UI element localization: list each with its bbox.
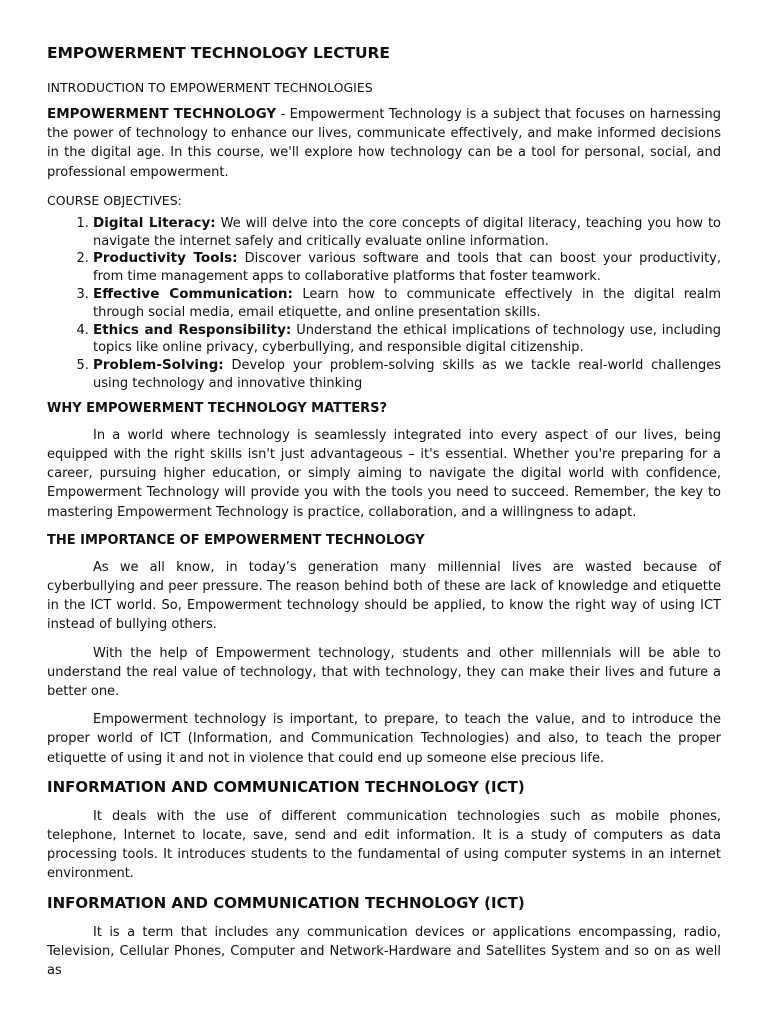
importance-paragraph: With the help of Empowerment technology, students and other millennials will be able to understand the real value of technology, that with technology, they can make their lives and future a better one. <box>47 645 721 700</box>
importance-paragraph: As we all know, in today’s generation many millennial lives are wasted because of cyberbullying and peer pressure. The reason behind both of these are lack of knowledge and etiquette in the ICT world. So, Empowerment technology should be applied, to know the right way of using ICT instead of bullying others. <box>47 559 721 633</box>
objective-item <box>93 286 721 322</box>
ict-paragraph: It deals with the use of different communication technologies such as mobile phones, telephone, Internet to locate, save, send and edit information. It is a study of computers as data processing tools. It introduces students to the fundamental of using computer systems in an internet environment. <box>47 808 721 882</box>
objective-text: Understand the ethical implications of technology use, including topics like online privacy, cyberbullying, and responsible digital citizenship. <box>93 322 721 356</box>
document-title: EMPOWERMENT TECHNOLOGY LECTURE <box>47 44 390 62</box>
objective-name: Ethics and Responsibility: <box>93 321 292 338</box>
ict-heading: INFORMATION AND COMMUNICATION TECHNOLOGY (ICT) <box>47 893 525 912</box>
why-heading: WHY EMPOWERMENT TECHNOLOGY MATTERS? <box>47 400 387 416</box>
objective-name: Problem-Solving: <box>93 357 224 374</box>
ict-heading: INFORMATION AND COMMUNICATION TECHNOLOGY (ICT) <box>47 777 525 796</box>
objective-name: Effective Communication: <box>93 286 293 302</box>
intro-paragraph <box>47 105 721 182</box>
why-paragraph: In a world where technology is seamlessly integrated into every aspect of our lives, being equipped with the right skills isn't just advantageous – it's essential. Whether you're preparing for a career, pursuing higher education, or simply aiming to navigate the digital world with confidence, Empowerment Technology will provide you with the tools you need to succeed. Remember, the key to mastering Empowerment Technology is practice, collaboration, and a willingness to adapt. <box>47 427 721 520</box>
objective-name: Productivity Tools: <box>93 250 238 267</box>
importance-paragraph: Empowerment technology is important, to prepare, to teach the value, and to introduce the proper world of ICT (Information, and Communication Technologies) and also, to teach the proper etiquette of using it and not in violence that could end up someone else precious life. <box>47 712 721 766</box>
objectives-heading: COURSE OBJECTIVES: <box>47 192 182 208</box>
objective-item <box>93 322 721 358</box>
objective-item <box>93 215 721 251</box>
intro-heading: INTRODUCTION TO EMPOWERMENT TECHNOLOGIES <box>47 80 373 95</box>
objective-text: We will delve into the core concepts of digital literacy, teaching you how to navigate the internet safely and critically evaluate online information. <box>93 215 721 249</box>
importance-heading: THE IMPORTANCE OF EMPOWERMENT TECHNOLOGY <box>47 532 425 548</box>
objective-item <box>93 250 721 286</box>
ict-paragraph: It is a term that includes any communication devices or applications encompassing, radio, Television, Cellular Phones, Computer and Network-Hardware and Satellites System and so on as well as <box>47 924 721 979</box>
objective-text: Develop your problem-solving skills as we tackle real-world challenges using technology and innovative thinking <box>93 358 721 391</box>
objective-text: Discover various software and tools that can boost your productivity, from time management apps to collaborative platforms that foster teamwork. <box>93 251 722 285</box>
intro-lead: EMPOWERMENT TECHNOLOGY <box>47 106 277 122</box>
objective-name: Digital Literacy: <box>93 214 216 231</box>
objectives-list <box>47 215 721 393</box>
objective-text: Learn how to communicate effectively in the digital realm through social media, email etiquette, and online presentation skills. <box>93 287 721 320</box>
objective-item <box>93 357 721 393</box>
intro-text: - Empowerment Technology is a subject that focuses on harnessing the power of technology to enhance our lives, communicate effectively, and make informed decisions in the digital age. In this course, we'll explore how technology can be a tool for personal, social, and professional empowerment. <box>47 107 721 180</box>
